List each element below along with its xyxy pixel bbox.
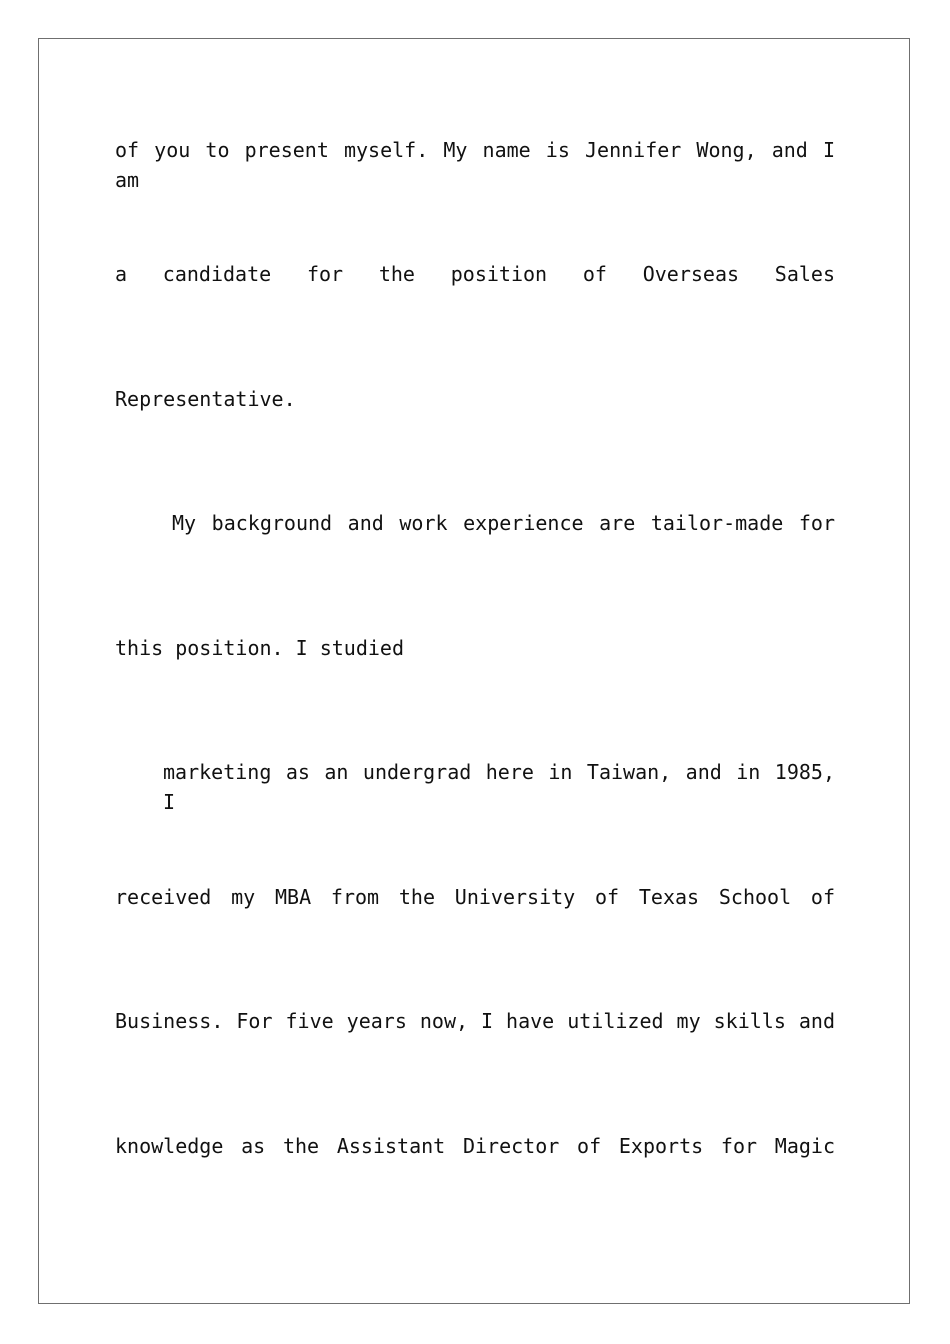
text-line: Representative.: [115, 387, 296, 411]
text-line: My background and work experience are tailor-made for: [172, 511, 835, 535]
text-line: Business. For five years now, I have utilized my skills and: [115, 1009, 835, 1033]
text-line: a candidate for the position of Overseas Sales: [115, 262, 835, 286]
text-line: marketing as an undergrad here in Taiwan, and in 1985, I: [163, 760, 835, 814]
page-frame: [38, 38, 910, 1304]
text-line: knowledge as the Assistant Director of Exports for Magic: [115, 1134, 835, 1158]
text-line: this position. I studied: [115, 636, 404, 660]
text-line: received my MBA from the University of Texas School of: [115, 885, 835, 909]
text-line: of you to present myself. My name is Jennifer Wong, and I am: [115, 138, 835, 192]
